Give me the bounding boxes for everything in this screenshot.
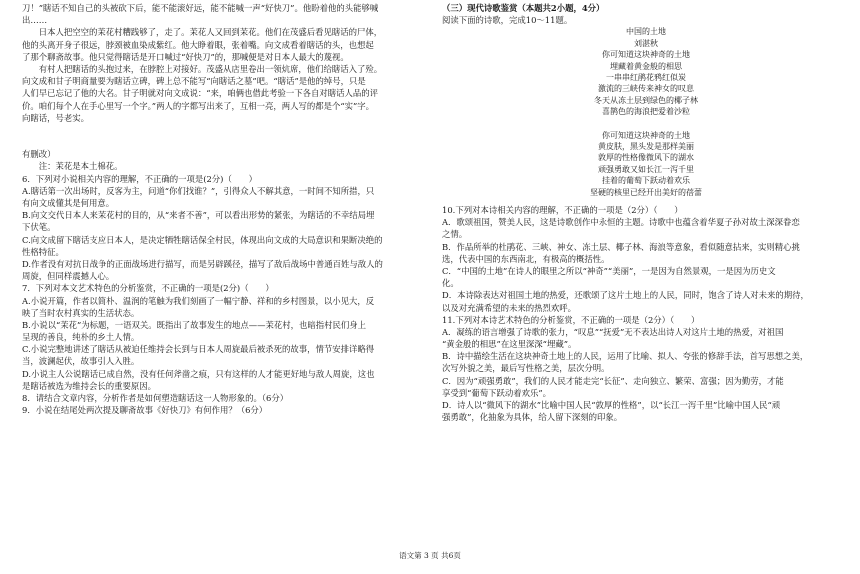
poem-line: 一串串红鹃花鸦红似炭 <box>606 72 686 82</box>
question-line: 强勇敢”，化抽象为具体，给人留下深刻的印象。 <box>442 412 623 423</box>
text-line: 9．小说在结尾处两次提及聊斋故事《好快刀》有何作用？（6分） <box>22 405 268 416</box>
question-line: A．歌颂祖国，赞美人民，这是诗歌创作中永恒的主题。诗歌中也蕴含着华夏子孙对故土深深眷恋 <box>442 217 800 228</box>
text-line: 刀！”瞎话不知自己的头被砍下后，能不能滚好远，能不能喊一声“好快刀”。他盼着他的头能够喊 <box>22 3 379 13</box>
text-line <box>22 136 432 148</box>
text-line <box>22 124 432 136</box>
text-line: 价。咱们每个人在手心里写一个字。”两人的字都写出来了，互相一亮，两人写的都是个“实”字。 <box>22 100 375 111</box>
question-line: 11.下列对本诗艺术特色的分析鉴赏，不正确的一项是（2分）（ ） <box>442 314 700 325</box>
text-line: 日本人把空空的茉花村糟践够了，走了。茉花人又回到茉花。他们在茂盛后看见瞎话的尸体， <box>22 27 383 38</box>
question-line: 化。 <box>442 278 459 289</box>
text-line: A.瞎话第一次出场时，反客为主，问道“你们找谁？”，引得众人不解其意，一时间不知所措，只 <box>22 185 375 196</box>
text-line: B.小说以“茉花”为标题，一语双关。既指出了故事发生的地点——茉花村，也暗指村民们身上 <box>22 319 367 330</box>
poem-line: 黄皮肤，黑头发是那样美丽 <box>598 142 694 152</box>
text-line: 6．下列对小说相关内容的理解，不正确的一项是(2分)（ ） <box>22 173 257 184</box>
poem-title: 中国的土地 <box>626 27 666 37</box>
question-line: 次写外貌之美，最后写性格之美，层次分明。 <box>442 363 610 374</box>
poem-line: 敦厚的性格像微风下的湖水 <box>598 153 694 163</box>
poem-author: 刘湛秋 <box>634 38 658 48</box>
question-line: D．诗人以“微风下的湖水”比喻中国人民“敦厚的性格”，以“长江一泻千里”比喻中国人民“顽 <box>442 400 781 411</box>
text-line: D.作者没有对抗日战争的正面战场进行描写，而是另辟蹊径，描写了敌后战场中普通百姓与敌人的 <box>22 258 383 269</box>
poem-line: 顽强勇敢又如长江一泻千里 <box>598 164 694 174</box>
text-line: 8．请结合文章内容，分析作者是如何塑造瞎话这一人物形象的。（6分） <box>22 393 289 403</box>
text-line: C.向文成留下瞎话支应日本人，是决定牺牲瞎话保全村民，体现出向文成的大局意识和果断决绝的 <box>22 234 383 245</box>
poem-line: 激流的三峡传来神女的叹息 <box>598 84 694 94</box>
poem-line: 你可知道这块神奇的土地 <box>602 130 690 140</box>
text-line: B.向文交代日本人来茉花村的目的，从“来者不善”，可以看出形势的紧张，为瞎话的不幸结局埋 <box>22 210 375 221</box>
poem <box>442 26 850 198</box>
text-line: 有村人把瞎话的头抱过来，在脖腔上对接好。茂盛从店里卷出一领炕席，他们给瞎话入了殓。 <box>22 63 383 74</box>
text-line: 他的头离开身子很远，脖颈被血染成紫红。他大睁着眼，张着嘴。向文成看着瞎话的头，也想起 <box>22 39 374 50</box>
questions-10-11 <box>442 204 850 423</box>
question-line: 10.下列对本诗相关内容的理解，不正确的一项是（2分）（ ） <box>442 205 683 216</box>
text-line: 有向文成懂其是何用意。 <box>22 198 115 208</box>
text-line: 是瞎话被选为维持会长的重要原因。 <box>22 380 156 391</box>
text-line: A.小说开篇，作者以简朴、温润的笔触为我们刻画了一幅宁静、祥和的乡村图景，以小见大，反 <box>22 295 375 306</box>
text-line: 向文成和甘子明商量要为瞎话立碑，碑上总不能写“向瞎话之墓”吧。“瞎话”是他的绰号，只是 <box>22 76 366 87</box>
question-line: 选，代表中国的东西南北，有极高的概括性。 <box>442 253 610 264</box>
text-line: 注：茉花是本土棉花。 <box>22 161 123 172</box>
poem-line: 埋藏着黄金般的相思 <box>610 61 682 71</box>
section-heading: （三）现代诗歌鉴赏（本题共2小题，4分） <box>442 3 605 13</box>
text-line: 了那个聊斋故事。他只觉得瞎话是开口喊过“好快刀”的，那喊便是对日本人最大的蔑视。 <box>22 51 349 62</box>
text-line: 当，波澜起伏，故事引人入胜。 <box>22 356 140 367</box>
poem-intro: 阅读下面的诗歌，完成10～11题。 <box>442 15 573 26</box>
question-line: B．诗中描绘生活在这块神奇土地上的人民，运用了比喻、拟人、夸张的修辞手法，首写思想之美， <box>442 351 809 362</box>
page-footer: 语文第 3 页 共6页 <box>399 551 461 560</box>
left-column <box>22 2 432 416</box>
text-line: 周旋，但同样震撼人心。 <box>22 271 115 282</box>
text-line: 人们早已忘记了他的大名。甘子明就对向文成说：“来，咱俩也借此考验一下各自对瞎话人品的评 <box>22 88 379 99</box>
poem-line: 冬天从冻土层到绿色的椰子林 <box>594 95 698 105</box>
poem-line: 喜鹊色的海浪把爱着沙粒 <box>602 107 690 117</box>
question-line: 以及对充满希望的未来的热烈欢呼。 <box>442 302 576 313</box>
poem-stanza-2 <box>442 130 850 198</box>
question-line: C．“中国的土地”在诗人的眼里之所以“神奇”“美丽”，一是因为自然景观，一是因为历史文 <box>442 265 776 276</box>
text-line: 性格特征。 <box>22 246 64 257</box>
poem-line: 你可知道这块神奇的土地 <box>602 50 690 60</box>
question-line: B．作品所举的杜鹃花、三峡、神女、冻土层、椰子林、海浪等意象，看似随意拈来，实则精心挑 <box>442 241 800 252</box>
poem-line: 坚硬的核里已经开出美好的蓓蕾 <box>590 187 702 197</box>
text-line: 下伏笔。 <box>22 222 56 233</box>
text-line: 向瞎话，号老实。 <box>22 112 89 123</box>
question-line: 之情。 <box>442 229 468 240</box>
text-line: 7．下列对本文艺术特色的分析鉴赏，不正确的一项是(2分)（ ） <box>22 283 274 294</box>
text-line: 出…… <box>22 15 48 26</box>
question-line: “黄金般的相思”在这里深深“埋藏”。 <box>442 339 577 350</box>
poem-line: 挂着的葡萄下跃动着欢乐 <box>602 176 690 186</box>
text-line: 呈现的善良，纯朴的乡土人情。 <box>22 332 140 343</box>
question-line: A．凝练的语言增强了诗歌的张力，“叹息”“抚爱”无不表达出诗人对这片土地的热爱，对祖国 <box>442 326 784 337</box>
right-column <box>442 2 850 423</box>
text-line: 有删改） <box>22 149 56 160</box>
text-line: D.小说主人公说瞎话已成自然，没有任何斧凿之痕，只有这样的人才能更好地与敌人周旋，这也 <box>22 368 375 379</box>
text-line: C.小说完整地讲述了瞎话从被迫任维持会长到与日本人周旋最后被杀死的故事，情节安排详略得 <box>22 344 375 355</box>
text-line: 映了当时农村真实的生活状态。 <box>22 307 140 318</box>
question-line: D．本诗除表达对祖国土地的热爱，还歌颂了这片土地上的人民，同时，饱含了诗人对未来的期待， <box>442 290 809 301</box>
question-line: C．因为“顽强勇敢”，我们的人民才能走完“长征”、走向独立、繁荣、富强；因为勤劳，才能 <box>442 375 784 386</box>
poem-stanza-1 <box>442 49 850 117</box>
question-line: 享受到“葡萄下跃动着欢乐”。 <box>442 387 552 398</box>
